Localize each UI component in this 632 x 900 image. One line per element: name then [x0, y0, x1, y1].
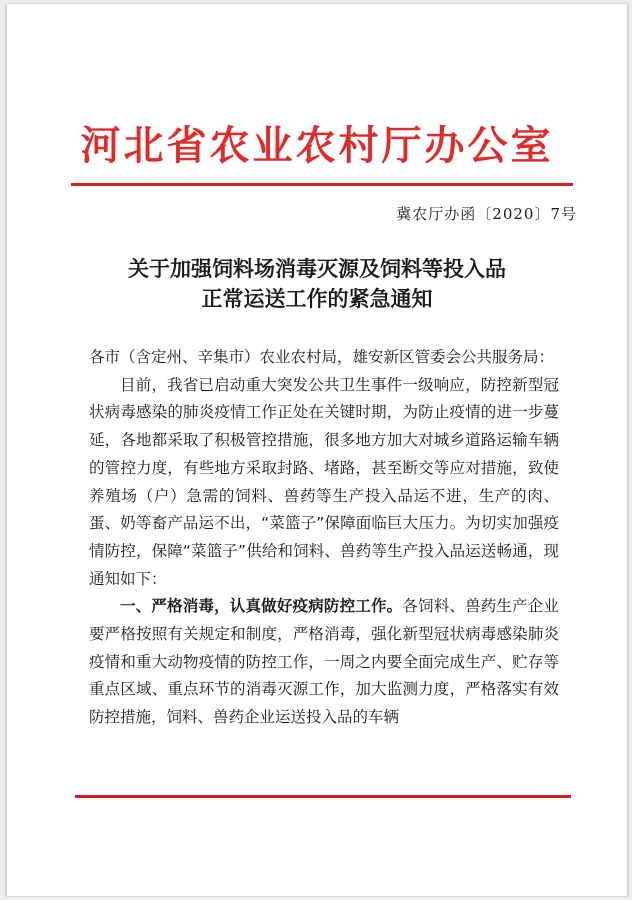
red-separator-top — [71, 183, 573, 186]
paragraph-intro: 目前，我省已启动重大突发公共卫生事件一级响应，防控新型冠状病毒感染的肺炎疫情工作正处在关键时期，为防止疫情的进一步蔓延，各地都采取了积极管控措施，很多地方加大对城乡道路运输车辆的管控力度，有些地方采取封路、堵路，甚至断交等应对措施，致使养殖场（户）急需的饲料、兽药等生产投入品运不进，生产的肉、蛋、奶等畜产品运不出，“菜篮子”保障面临巨大压力。为切实加强疫情防控，保障“菜篮子”供给和饲料、兽药等生产投入品运送畅通，现通知如下： — [89, 375, 559, 588]
issuer-name: 河北省农业农村厅办公室 — [80, 122, 554, 169]
document-title — [7, 254, 627, 314]
red-separator-bottom — [75, 795, 571, 798]
section-1 — [89, 593, 559, 732]
section-1-heading: 一、严格消毒，认真做好疫病防控工作。 — [120, 597, 403, 616]
addressee: 各市（含定州、辛集市）农业农村局，雄安新区管委会公共服务局： — [89, 348, 555, 366]
document-number: 冀农厅办函〔2020〕7号 — [396, 205, 577, 223]
document-page — [6, 4, 628, 896]
title-line-2: 正常运送工作的紧急通知 — [201, 286, 433, 311]
section-1-text: 各饲料、兽药生产企业要严格按照有关规定和制度，严格消毒，强化新型冠状病毒感染肺炎疫情和重大动物疫情的防控工作，一周之内要全面完成生产、贮存等重点区域、重点环节的消毒灭源工作，加大监测力度，严格落实有效防控措施，饲料、兽药企业运送投入品的车辆 — [89, 597, 559, 727]
title-line-1: 关于加强饲料场消毒灭源及饲料等投入品 — [128, 256, 506, 281]
document-body — [89, 344, 559, 732]
